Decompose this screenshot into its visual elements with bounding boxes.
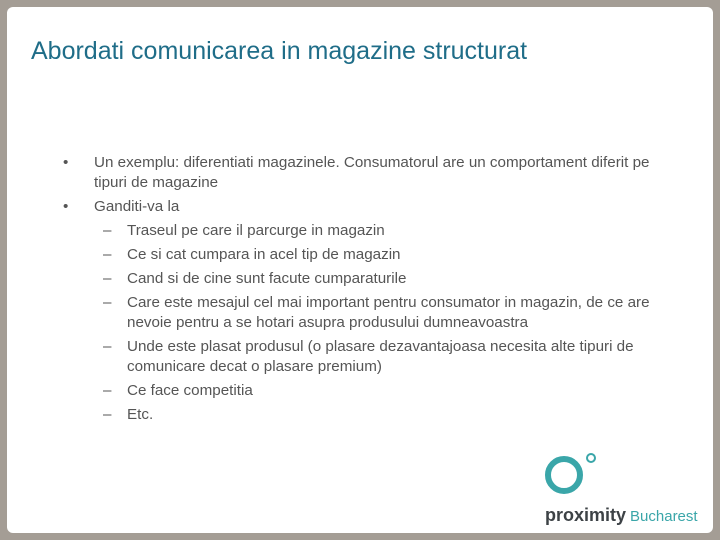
sub-item-text: Ce face competitia bbox=[127, 382, 253, 399]
sub-item-text: Traseul pe care il parcurge in magazin bbox=[127, 222, 385, 239]
sub-item bbox=[7, 245, 713, 265]
dash-marker: – bbox=[103, 294, 112, 311]
dash-marker: – bbox=[103, 406, 112, 423]
sub-item bbox=[7, 405, 713, 425]
sub-item-text: Cand si de cine sunt facute cumparaturile bbox=[127, 270, 407, 287]
sub-item bbox=[7, 269, 713, 289]
dash-marker: – bbox=[103, 270, 112, 287]
bullet-text: Un exemplu: diferentiati magazinele. Consumatorul are un comportament diferit pe tipuri de magazine bbox=[94, 154, 650, 191]
logo-wordmark bbox=[545, 505, 698, 526]
bullet-marker: • bbox=[63, 154, 69, 171]
dash-marker: – bbox=[103, 382, 112, 399]
dash-marker: – bbox=[103, 222, 112, 239]
sub-item-text: Unde este plasat produsul (o plasare dezavantajoasa necesita alte tipuri de comunicare decat o plasare premium) bbox=[127, 338, 634, 375]
logo-dot-icon bbox=[586, 453, 596, 463]
sub-item-text: Ce si cat cumpara in acel tip de magazin bbox=[127, 246, 401, 263]
slide-title: Abordati comunicarea in magazine structurat bbox=[31, 37, 528, 65]
bullet-marker: • bbox=[63, 198, 69, 215]
logo-city-text: Bucharest bbox=[630, 508, 698, 525]
sub-item bbox=[7, 293, 713, 333]
sub-item-text: Care este mesajul cel mai important pentru consumator in magazin, de ce are nevoie pentru a se hotari asupra produsului dumneavoastra bbox=[127, 294, 650, 331]
proximity-logo bbox=[545, 447, 705, 527]
sub-item bbox=[7, 221, 713, 241]
slide bbox=[7, 7, 713, 533]
sub-item bbox=[7, 381, 713, 401]
slide-content bbox=[7, 153, 713, 429]
logo-brand-text: proximity bbox=[545, 505, 627, 525]
sub-item bbox=[7, 337, 713, 377]
bullet-text: Ganditi-va la bbox=[94, 198, 180, 215]
bullet-item bbox=[7, 197, 713, 217]
bullet-item bbox=[7, 153, 713, 193]
dash-marker: – bbox=[103, 338, 112, 355]
proximity-logo-icon bbox=[545, 456, 583, 494]
dash-marker: – bbox=[103, 246, 112, 263]
sub-item-text: Etc. bbox=[127, 406, 154, 423]
